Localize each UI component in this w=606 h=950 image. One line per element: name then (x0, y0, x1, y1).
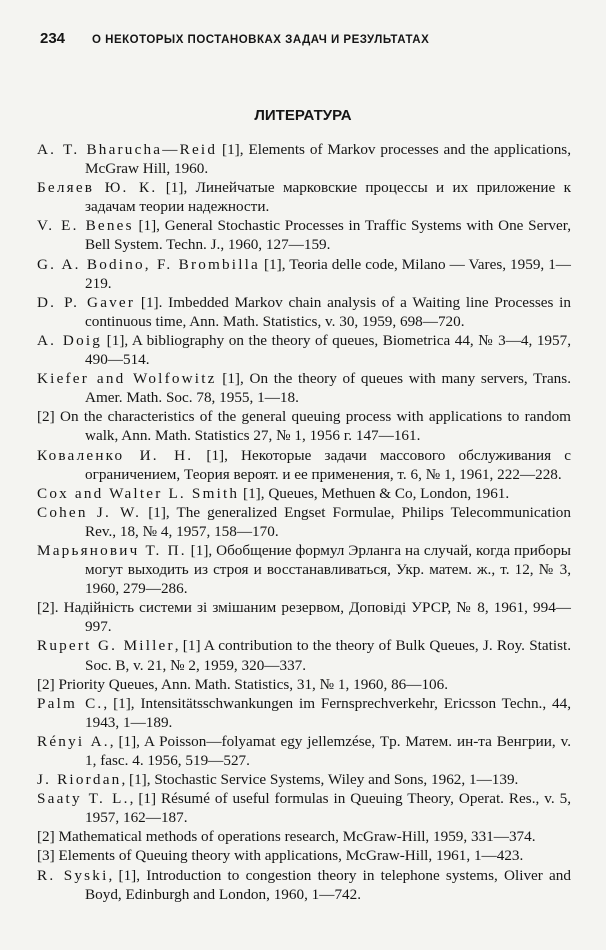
reference-entry (37, 216, 571, 254)
reference-author: Kiefer and Wolfowitz (37, 370, 217, 388)
reference-author: G. A. Bodino, F. Brombilla (37, 255, 260, 273)
reference-entry (37, 541, 571, 598)
reference-entry (37, 178, 571, 216)
reference-entry (37, 407, 571, 445)
reference-text: [2] On the characteristics of the general queuing process with applications to random walk, Ann. Math. Statistics 27, № 1, 1956 г. 147—161. (37, 408, 571, 445)
reference-text: [2]. Надiйнiсть системи зi змiшаним резервом, Доповiдi УРСР, № 8, 1961, 994—997. (37, 599, 571, 636)
reference-author: Cohen J. W. (37, 503, 142, 521)
reference-author: Марьянович Т. П. (37, 541, 187, 559)
reference-text: [1], Teoria delle code, Milano — Vares, 1959, 1—219. (85, 255, 571, 292)
reference-entry (37, 675, 571, 694)
section-title: ЛИТЕРАТУРА (254, 107, 352, 124)
reference-entry (37, 636, 571, 674)
page-number: 234 (40, 30, 66, 47)
reference-entry (37, 694, 571, 732)
reference-entry (37, 255, 571, 293)
reference-text: [1], Обобщение формул Эрланга на случай, когда приборы могут выходить из строя и восстанавливаться, Укр. матем. ж., т. 12, № 3, 1960, 279—286. (85, 541, 571, 598)
reference-text: [2] Priority Queues, Ann. Math. Statistics, 31, № 1, 1960, 86—106. (37, 675, 449, 693)
reference-entry (37, 503, 571, 541)
reference-author: Беляев Ю. К. (37, 179, 158, 197)
running-title: О НЕКОТОРЫХ ПОСТАНОВКАХ ЗАДАЧ И РЕЗУЛЬТАТАХ (92, 34, 430, 46)
reference-entry (37, 770, 571, 789)
reference-entry (37, 293, 571, 331)
reference-text: [1], Queues, Methuen & Co, London, 1961. (239, 484, 510, 502)
reference-entry (37, 446, 571, 484)
reference-author: A. Doig (37, 331, 103, 349)
reference-text: , [1], Intensitätsschwankungen im Fernsprechverkehr, Ericsson Techn., 44, 1943, 1—189. (85, 694, 571, 731)
reference-author: Коваленко И. Н. (37, 446, 194, 464)
reference-list (37, 140, 571, 904)
reference-author: Saaty T. L. (37, 790, 130, 808)
reference-text: [1], Некоторые задачи массового обслуживания с ограничением, Теория вероят. и ее применения, т. 6, № 1, 1961, 222—228. (85, 446, 571, 483)
reference-text: , [1] A contribution to the theory of Bulk Queues, J. Roy. Statist. Soc. B, v. 21, № 2, 1959, 320—337. (85, 637, 571, 674)
reference-author: V. E. Benes (37, 217, 134, 235)
reference-text: [1], The generalized Engset Formulae, Philips Telecommunication Rev., 18, № 4, 1957, 158—170. (85, 503, 571, 540)
reference-author: Rupert G. Miller (37, 637, 175, 655)
reference-entry (37, 484, 571, 503)
reference-author: Cox and Walter L. Smith (37, 484, 240, 502)
reference-text: [1], Elements of Markov processes and the applications, McGraw Hill, 1960. (85, 141, 571, 178)
reference-entry (37, 598, 571, 636)
page-header (40, 30, 580, 52)
reference-text: [1], A bibliography on the theory of queues, Biometrica 44, № 3—4, 1957, 490—514. (85, 331, 571, 369)
reference-entry (37, 846, 571, 865)
reference-text: [3] Elements of Queuing theory with applications, McGraw-Hill, 1961, 1—423. (37, 847, 524, 865)
reference-author: Rényi A. (37, 732, 110, 750)
reference-author: J. Riordan (37, 771, 122, 789)
reference-author: Palm C. (37, 694, 104, 712)
reference-entry (37, 732, 571, 770)
reference-text: , [1], Stochastic Service Systems, Wiley and Sons, 1962, 1—139. (121, 771, 519, 789)
reference-text: , [1], Introduction to congestion theory in telephone systems, Oliver and Boyd, Edinburgh and London, 1960, 1—742. (85, 866, 571, 903)
reference-text: [2] Mathematical methods of operations research, McGraw-Hill, 1959, 331—374. (37, 828, 536, 846)
reference-author: A. T. Bharucha—Reid (37, 141, 218, 158)
reference-entry (37, 331, 571, 369)
reference-entry (37, 827, 571, 846)
reference-entry (37, 866, 571, 904)
reference-entry (37, 369, 571, 407)
reference-text: [1]. Imbedded Markov chain analysis of a Waiting line Processes in continuous time, Ann. Math. Statistics, v. 30, 1959, 698—720. (85, 293, 572, 330)
reference-author: D. P. Gaver (37, 293, 136, 311)
reference-text: [1], General Stochastic Processes in Traffic Systems with One Server, Bell System. Techn. J., 1960, 127—159. (85, 217, 571, 254)
reference-text: [1], Линейчатые марковские процессы и их приложение к задачам теории надежности. (85, 179, 571, 216)
reference-text: , [1] Résumé of useful formulas in Queuing Theory, Operat. Res., v. 5, 1957, 162—187. (85, 790, 571, 827)
reference-text: [1], On the theory of queues with many servers, Trans. Amer. Math. Soc. 78, 1955, 1—18. (85, 370, 571, 407)
reference-text: , [1], A Poisson—folyamat egy jellemzése, Tр. Матем. ин-та Венгрии, v. 1, fasc. 4. 1956, 519—527. (85, 732, 571, 769)
reference-entry (37, 789, 571, 827)
reference-entry (37, 140, 571, 178)
reference-author: R. Syski (37, 866, 109, 884)
